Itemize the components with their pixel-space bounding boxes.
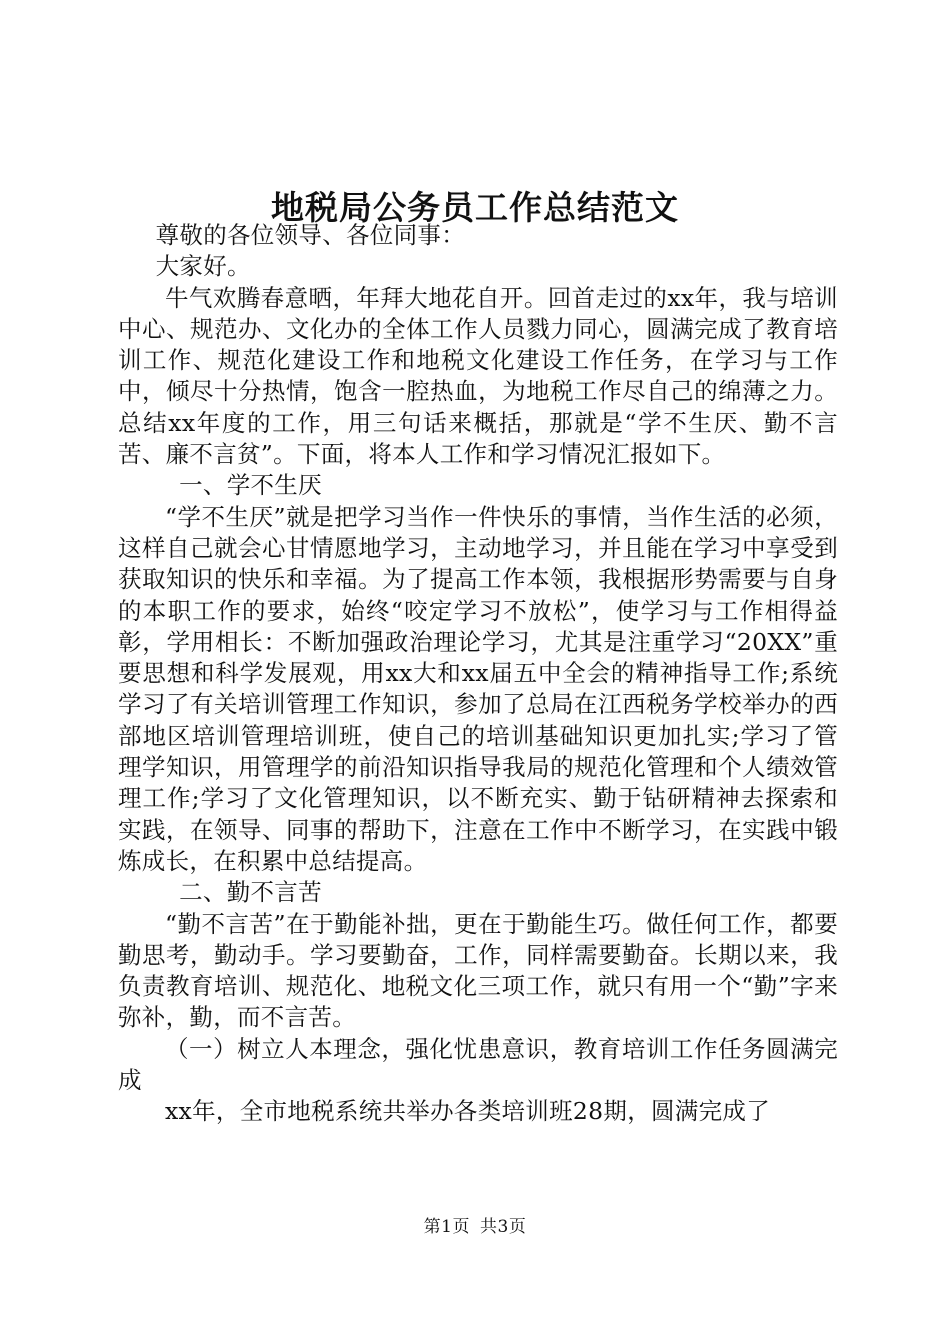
subsection-1-paragraph: xx年，全市地税系统共举办各类培训班28期，圆满完成了	[165, 1097, 771, 1126]
page-number: 第1页	[423, 1217, 470, 1237]
salutation: 尊敬的各位领导、各位同事：	[155, 221, 465, 249]
section-heading-2: 二、勤不言苦	[179, 878, 322, 907]
page-footer	[0, 1216, 950, 1238]
document-title: 地税局公务员工作总结范文	[271, 188, 679, 227]
page-total: 共3页	[480, 1217, 527, 1237]
document-body	[118, 220, 838, 1128]
intro-paragraph: 牛气欢腾春意晒，年拜大地花自开。回首走过的xx年，我与培训中心、规范办、文化办的全体工作人员戮力同心，圆满完成了教育培训工作、规范化建设工作和地税文化建设工作任务，在学习与工作中，倾尽十分热情，饱含一腔热血，为地税工作尽自己的绵薄之力。总结xx年度的工作，用三句话来概括，那就是“学不生厌、勤不言苦、廉不言贫”。下面，将本人工作和学习情况汇报如下。	[118, 283, 838, 469]
section-2-paragraph: “勤不言苦”在于勤能补拙，更在于勤能生巧。做任何工作，都要勤思考，勤动手。学习要勤奋，工作，同样需要勤奋。长期以来，我负责教育培训、规范化、地税文化三项工作，就只有用一个“勤”字来弥补，勤，而不言苦。	[118, 909, 838, 1032]
section-heading-1: 一、学不生厌	[179, 471, 322, 500]
subsection-heading-1: （一）树立人本理念，强化忧患意识，教育培训工作任务圆满完成	[118, 1034, 838, 1095]
section-1-paragraph: “学不生厌”就是把学习当作一件快乐的事情，当作生活的必须，这样自己就会心甘情愿地学习，主动地学习，并且能在学习中享受到获取知识的快乐和幸福。为了提高工作本领，我根据形势需要与自身的本职工作的要求，始终“咬定学习不放松”，使学习与工作相得益彰，学用相长：不断加强政治理论学习，尤其是注重学习“20XX”重要思想和科学发展观，用xx大和xx届五中全会的精神指导工作;系统学习了有关培训管理工作知识，参加了总局在江西税务学校举办的西部地区培训管理培训班，使自己的培训基础知识更加扎实;学习了管理学知识，用管理学的前沿知识指导我局的规范化管理和个人绩效管理工作;学习了文化管理知识，以不断充实、勤于钻研精神去探索和实践，在领导、同事的帮助下，注意在工作中不断学习，在实践中锻炼成长，在积累中总结提高。	[118, 502, 838, 875]
greeting: 大家好。	[155, 252, 251, 281]
